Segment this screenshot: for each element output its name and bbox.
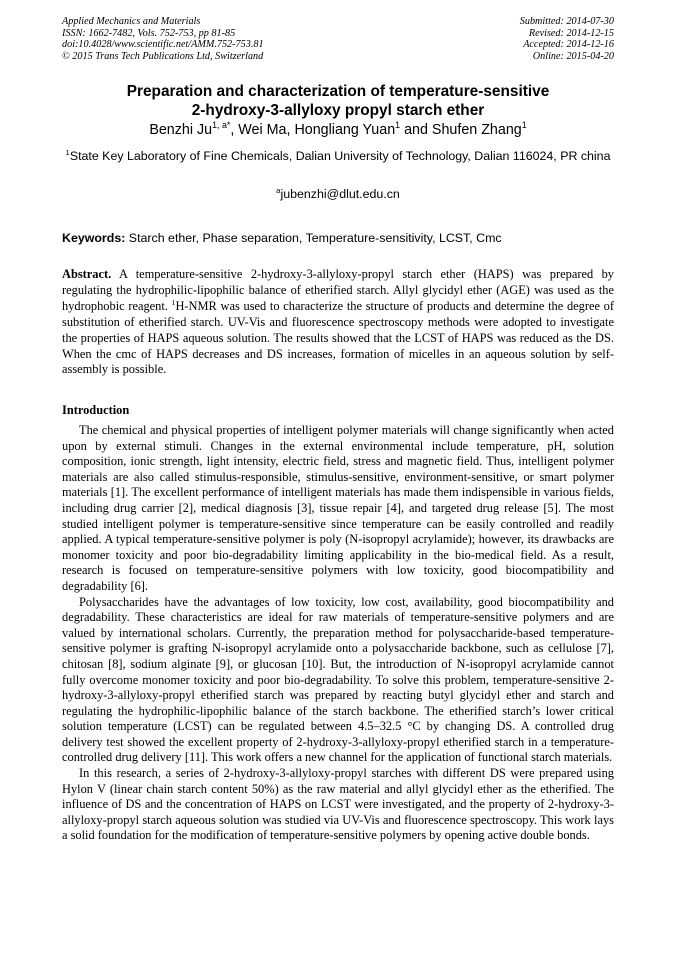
intro-paragraph-3: In this research, a series of 2-hydroxy-3-allyloxy-propyl starches with different DS were prepared using Hylon V (linear chain starch content 50%) as the raw material and allyl glycidyl ether as the etherified. The influence of DS and the concentration of HAPS on LCST were investigated, and the property of 2-hydroxy-3-allyloxy-propyl starch aqueous solution was studied via UV-Vis and fluorescence spectroscopy. This work lays a solid foundation for the modification of temperature-sensitive polymers by opening active double bonds. [62, 766, 614, 843]
date-revised: Revised: 2014-12-15 [528, 27, 614, 39]
abstract [62, 267, 614, 378]
abstract-text-2: H-NMR was used to characterize the structure of products and determine the degree of substitution of etherified starch. UV-Vis and fluorescence spectroscopy methods were adopted to investigate the properties of HAPS aqueous solution. The results showed that the LCST of HAPS was reduced as the DS. When the cmc of HAPS decreases and DS increases, formation of micelles in an aqueous solution by self-assembly is possible. [62, 298, 615, 377]
email-address: jubenzhi@dlut.edu.cn [280, 187, 400, 201]
journal-name: Applied Mechanics and Materials [62, 16, 201, 27]
date-accepted: Accepted: 2014-12-16 [523, 39, 614, 51]
copyright: © 2015 Trans Tech Publications Ltd, Switzerland [62, 50, 264, 62]
author-1: Benzhi Ju [149, 122, 213, 138]
affiliation-text: State Key Laboratory of Fine Chemicals, Dalian University of Technology, Dalian 116024, PR china [69, 149, 611, 163]
author-4: Shufen Zhang [431, 122, 522, 138]
author-email [62, 186, 614, 202]
nmr-superscript: 1 [171, 297, 176, 307]
date-online: Online: 2015-04-20 [532, 50, 614, 62]
abstract-label: Abstract. [62, 267, 112, 281]
introduction-body [62, 423, 614, 844]
author-separator: , [286, 122, 295, 138]
paper-title [62, 82, 614, 120]
author-3: Hongliang Yuan [294, 122, 396, 138]
title-line-1: Preparation and characterization of temperature-sensitive [126, 83, 550, 100]
author-2: Wei Ma [238, 122, 287, 138]
date-submitted: Submitted: 2014-07-30 [519, 16, 614, 27]
keywords [62, 230, 614, 246]
author-1-affiliation: 1, a* [212, 120, 231, 131]
journal-issn: ISSN: 1662-7482, Vols. 752-753, pp 81-85 [62, 27, 236, 39]
affiliation-marker: 1 [65, 147, 70, 157]
journal-header [62, 16, 614, 64]
email-marker: a [276, 185, 281, 195]
author-list [62, 121, 614, 139]
author-4-affiliation: 1 [521, 120, 527, 131]
affiliation [62, 148, 614, 164]
keywords-label: Keywords: [62, 231, 126, 245]
author-separator: , [230, 122, 239, 138]
paper-page [62, 16, 615, 843]
keywords-text: Starch ether, Phase separation, Temperature-sensitivity, LCST, Cmc [125, 231, 502, 245]
author-3-affiliation: 1 [395, 120, 401, 131]
intro-paragraph-2: Polysaccharides have the advantages of low toxicity, low cost, availability, good biocompatibility and degradability. These characteristics are ideal for raw materials of temperature-sensitive polymers and are valued by international scholars. Currently, the preparation method for polysaccharide-based temperature-sensitive polymer is grafting N-isopropyl acrylamide onto a polysaccharide backbone, such as cellulose [7], chitosan [8], sodium alginate [9], or glucosan [10]. But, the introduction of N-isopropyl acrylamide cannot fully overcome monomer toxicity and poor bio-degradability. To solve this problem, temperature-sensitive 2-hydroxy-3-allyloxy-propyl etherified starch was prepared by reacting butyl glycidyl ether and starch and regulating the hydrophilic-lipophilic balance of the starch backbone. The etherified starch’s lower critical solution temperature (LCST) can be regulated between 4.5–32.5 °C by changing DS. A controlled drug delivery test showed the excellent property of 2-hydroxy-3-allyloxy-propyl etherified starch in a temperature-controlled drug delivery [11]. This work offers a new channel for the application of functional starch materials. [62, 594, 614, 765]
author-separator: and [400, 122, 432, 138]
intro-paragraph-1: The chemical and physical properties of intelligent polymer materials will change significantly when acted upon by external stimuli. Changes in the external environmental include temperature, pH, solution composition, ionic strength, light intensity, electric field, stress and magnetic field. Thus, intelligent polymer materials are also called stimulus-responsible, stimulus-sensitive, environment-sensitive, or smart polymer materials [1]. The excellent performance of intelligent materials has made them indispensible in various fields, including drug carrier [2], medical diagnosis [3], tissue repair [4], and targeted drug release [5]. The most studied intelligent polymer is temperature-sensitive since temperature can be easily controlled and readily applied. A typical temperature-sensitive polymer is poly (N-isopropyl acrylamide); however, its drawbacks are monomer toxicity and poor bio-degradability limiting applicability in the bio-medical field. As a result, research is focused on temperature-sensitive polymers with low toxicity, good biocompatibility and degradability [6]. [62, 423, 614, 593]
abstract-paragraph [62, 267, 614, 378]
header-right [520, 16, 614, 62]
title-line-2: 2-hydroxy-3-allyloxy propyl starch ether [191, 102, 485, 119]
header-left [62, 16, 264, 62]
journal-doi: doi:10.4028/www.scientific.net/AMM.752-753.81 [62, 39, 264, 51]
section-heading-introduction: Introduction [62, 403, 130, 417]
abstract-text-1: A temperature-sensitive 2-hydroxy-3-allyloxy-propyl starch ether (HAPS) was prepared by regulating the hydrophilic-lipophilic balance of etherified starch. Allyl glycidyl ether (AGE) was used as the hydrophobic reagent. [62, 267, 614, 313]
